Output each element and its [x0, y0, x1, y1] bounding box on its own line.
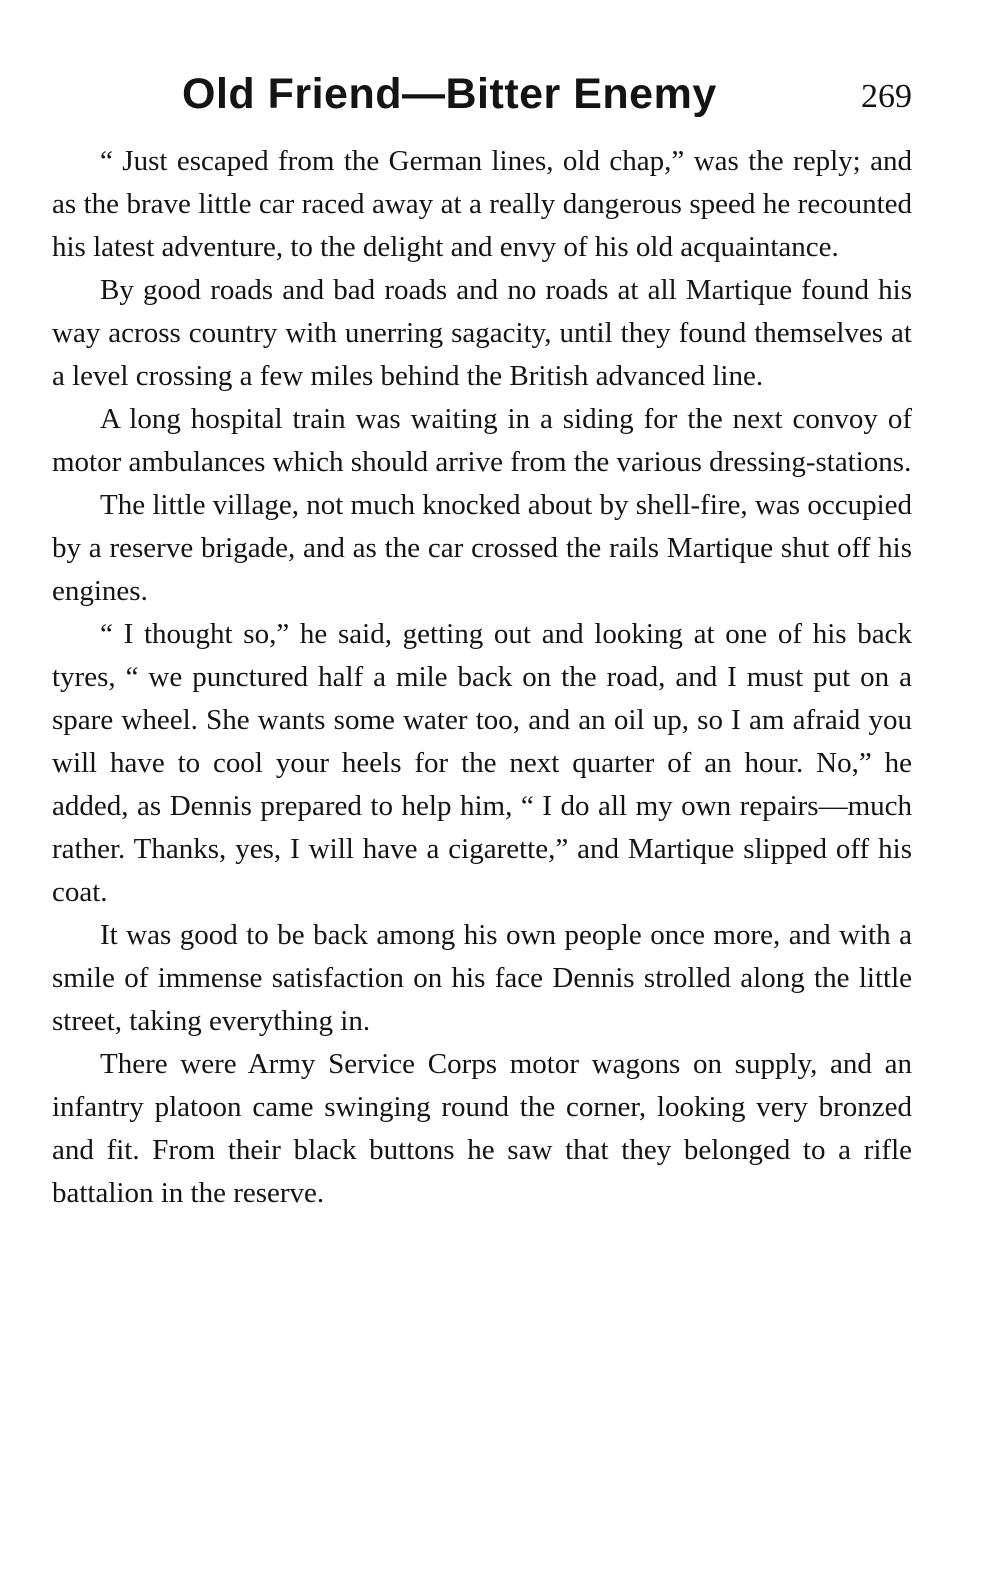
- chapter-title: Old Friend—Bitter Enemy: [182, 70, 717, 118]
- paragraph: There were Army Service Corps motor wagons on supply, and an infantry platoon came swinging round the corner, looking very bronzed and fit. From their black buttons he saw that they belonged to a rifle battalion in the reserve.: [52, 1048, 912, 1209]
- page-number: 269: [861, 78, 912, 115]
- paragraph: “ Just escaped from the German lines, old chap,” was the reply; and as the brave little car raced away at a really dangerous speed he recounted his latest adventure, to the delight and envy of his old acquaintance.: [52, 145, 912, 263]
- running-head: [52, 70, 912, 130]
- body-text: [52, 140, 912, 1215]
- paragraph: It was good to be back among his own people once more, and with a smile of immense satisfaction on his face Dennis strolled along the little street, taking everything in.: [52, 919, 912, 1037]
- paragraph: “ I thought so,” he said, getting out and looking at one of his back tyres, “ we punctured half a mile back on the road, and I must put on a spare wheel. She wants some water too, and an oil up, so I am afraid you will have to cool your heels for the next quarter of an hour. No,” he added, as Dennis prepared to help him, “ I do all my own repairs—much rather. Thanks, yes, I will have a cigarette,” and Martique slipped off his coat.: [52, 618, 912, 908]
- paragraph: By good roads and bad roads and no roads at all Martique found his way across country with unerring sagacity, until they found themselves at a level crossing a few miles behind the British advanced line.: [52, 274, 912, 392]
- paragraph: The little village, not much knocked about by shell-fire, was occupied by a reserve brigade, and as the car crossed the rails Martique shut off his engines.: [52, 489, 912, 607]
- paragraph: A long hospital train was waiting in a siding for the next convoy of motor ambulances which should arrive from the various dressing-stations.: [52, 403, 912, 478]
